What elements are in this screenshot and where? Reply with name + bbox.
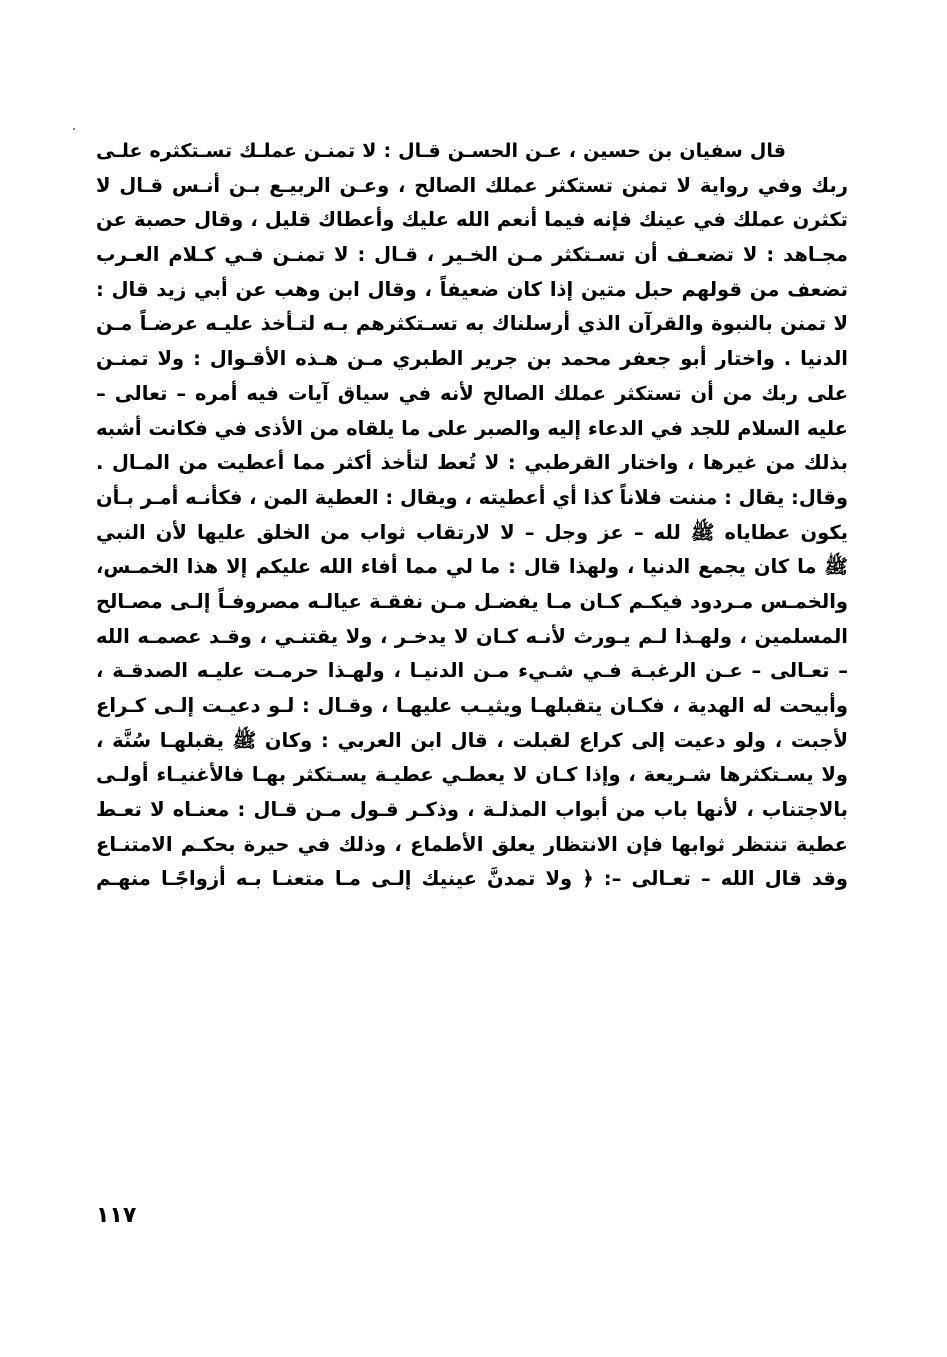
text-line: وقال: يقال : مننت فلاناً كذا أي أعطيته ، ويقال : العطية المن ، فكأنـه أمـر بـأن [96,485,848,509]
text-line: بالاجتناب ، لأنها باب من أبواب المذلـة ، وذكـر قـول مـن قـال : معنـاه لا تعـط [96,798,848,822]
page-number: ١١٧ [96,1203,137,1228]
text-line: والخمـس مـردود فيكـم كـان مـا يفضـل مـن نفقـة عيالـه مصروفـاً إلـى مصـالح [96,589,848,613]
text-line: الدنيا . واختار أبو جعفر محمد بن جرير الطبري مـن هـذه الأقـوال : ولا تمنـن [96,347,848,371]
text-line: تكثرن عملك في عينك فإنه فيما أنعم الله عليك وأعطاك قليل ، وقال حصبة عن [96,208,848,232]
text-line: وقد قال الله – تعـالى –: ﴿ ولا تمدنَّ عينيك إلـى مـا متعنـا بـه أزواجًـا منهـم [96,867,848,891]
text-line: – تعـالى – عـن الرغبـة فـي شـيء مـن الدنيـا ، ولهـذا حرمـت عليـه الصدقـة ، [96,659,848,683]
text-line: ﷺ ما كان يجمع الدنيا ، ولهذا قال : ما لي مما أفاء الله عليكم إلا هذا الخمـس، [96,555,848,579]
text-line: يكون عطاياه ﷺ لله – عز وجل – لا لارتقاب ثواب من الخلق عليها لأن النبي [96,520,848,544]
text-line: مجـاهد : لا تضعـف أن تسـتكثر مـن الخـير ، قـال : لا تمنـن فـي كـلام العـرب [96,243,848,267]
text-line: المسلمين ، ولهـذا لـم يـورث لأنـه كـان لا يدخـر ، ولا يقتنـي ، وقـد عصمـه الله [96,624,848,648]
text-line: عليه السلام للجد في الدعاء إليه والصبر على ما يلقاه من الأذى في فكانت أشبه [96,416,848,440]
text-line: على ربك من أن تستكثر عملك الصالح لأنه في سياق آيات فيه أمره – تعالى – [96,381,848,405]
text-line: ربك وفي رواية لا تمنن تستكثر عملك الصالح ، وعـن الربيـع بـن أنـس قـال لا [96,173,848,197]
stray-mark [73,128,75,130]
text-line: لأجبت ، ولو دعيت إلى كراع لقبلت ، قال ابن العربي : وكان ﷺ يقبلهـا سُنَّة ، [96,728,848,752]
text-line: قال سفيان بن حسين ، عـن الحسـن قـال : لا تمنـن عملـك تسـتكثره علـى [96,140,786,162]
text-line: عطية تنتظر ثوابها فإن الانتظار يعلق الأطماع ، وذلك في حيرة بحكـم الامتنـاع [96,832,848,856]
text-line: لا تمنن بالنبوة والقرآن الذي أرسلناك به تسـتكثرهم بـه لتـأخذ عليـه عرضـاً مـن [96,312,848,336]
text-line: تضعف من قولهم حبل متين إذا كان ضعيفاً ، وقال ابن وهب عن أبي زيد قال : [96,277,848,301]
body-text [96,134,848,897]
text-line: بذلك من غيرها ، واختار القرطبي : لا تُعط لتأخذ أكثر مما أعطيت من المـال . [96,451,848,475]
text-line: وأبيحت له الهدية ، فكـان يتقبلهـا ويثيـب عليهـا ، وقـال : لـو دعيـت إلـى كـراع [96,694,848,717]
text-line: ولا يسـتكثرها شـريعة ، وإذا كـان لا يعطـي عطيـة يسـتكثر بهـا فالأغنيـاء أولـى [96,763,848,787]
